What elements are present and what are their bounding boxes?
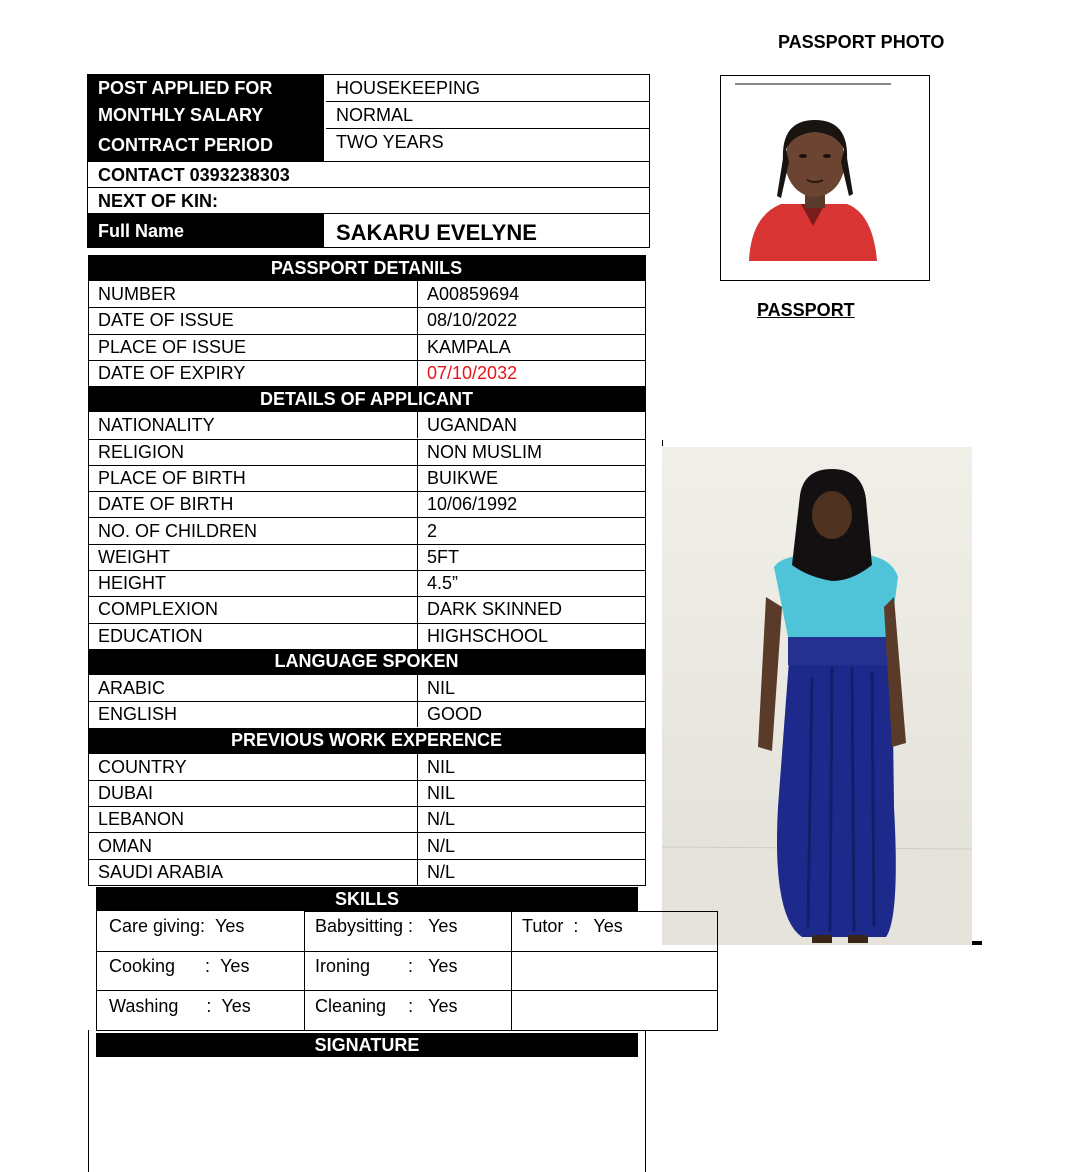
skill-cooking: Cooking : Yes [109,956,250,976]
skill-ironing: Ironing : Yes [315,956,458,976]
photo-marker [972,941,982,945]
fullname-label: Full Name [88,214,324,247]
language-row-label: ARABIC [98,678,166,699]
passport-row-value: A00859694 [427,284,520,305]
post-value: HOUSEKEEPING [336,78,481,98]
signature-area [96,1057,638,1172]
passport-row-label: DATE OF EXPIRY [98,363,246,384]
skill-cleaning: Cleaning : Yes [315,996,458,1016]
applicant-row-value: DARK SKINNED [427,599,563,620]
full-body-photo [662,447,972,945]
photo-marker [662,440,663,446]
signature-header: SIGNATURE [96,1033,638,1057]
applicant-row-value: HIGHSCHOOL [427,625,549,646]
applicant-row-label: NATIONALITY [98,415,215,436]
skill-washing: Washing : Yes [109,996,251,1016]
applicant-row-label: WEIGHT [98,546,170,567]
applicant-row-label: COMPLEXION [98,599,219,620]
applicant-row-label: HEIGHT [98,573,167,594]
applicant-row-value: 5FT [427,546,460,567]
passport-row-label: DATE OF ISSUE [98,310,234,331]
skills-header: SKILLS [96,887,638,911]
passport-photo-title: PASSPORT PHOTO [778,32,945,52]
skill-babysitting: Babysitting : Yes [315,916,458,936]
applicant-row-value: 4.5” [427,573,459,594]
passport-details-header: PASSPORT DETANILS [88,255,645,281]
passport-photo [720,75,930,281]
experience-row-value: NIL [427,756,456,777]
language-row-label: ENGLISH [98,704,178,725]
applicant-row-value: UGANDAN [427,415,518,436]
skill-tutor: Tutor : Yes [522,916,623,936]
experience-row-label: OMAN [98,835,152,856]
fullname-value: SAKARU EVELYNE [336,219,537,245]
experience-row-value: N/L [427,835,456,856]
passport-row-value: KAMPALA [427,336,511,357]
experience-row-value: NIL [427,782,456,803]
applicant-row-value: 2 [427,520,438,541]
experience-row-label: SAUDI ARABIA [98,861,224,882]
experience-row-label: DUBAI [98,782,154,803]
experience-header: PREVIOUS WORK EXPERENCE [88,728,645,754]
applicant-row-value: BUIKWE [427,467,499,488]
salary-label: MONTHLY SALARY [88,101,324,129]
contract-value: TWO YEARS [336,132,444,152]
skill-care-giving: Care giving: Yes [109,916,245,936]
full-body-image [662,447,972,945]
passport-row-label: NUMBER [98,284,177,305]
language-row-value: GOOD [427,704,483,725]
contract-label: CONTRACT PERIOD [88,129,324,161]
headshot-image [721,76,928,279]
next-of-kin: NEXT OF KIN: [98,190,218,211]
applicant-row-value: 10/06/1992 [427,494,518,515]
passport-row-value: 07/10/2032 [427,363,518,384]
salary-value: NORMAL [336,105,414,125]
post-label: POST APPLIED FOR [88,75,324,101]
passport-row-label: PLACE OF ISSUE [98,336,247,357]
language-header: LANGUAGE SPOKEN [88,649,645,675]
applicant-details-header: DETAILS OF APPLICANT [88,386,645,412]
applicant-row-label: NO. OF CHILDREN [98,520,258,541]
applicant-row-label: DATE OF BIRTH [98,494,234,515]
experience-row-label: COUNTRY [98,756,187,777]
applicant-row-label: RELIGION [98,441,185,462]
experience-row-value: N/L [427,809,456,830]
applicant-row-value: NON MUSLIM [427,441,543,462]
applicant-row-label: EDUCATION [98,625,203,646]
experience-row-value: N/L [427,861,456,882]
passport-row-value: 08/10/2022 [427,310,518,331]
language-row-value: NIL [427,678,456,699]
contact-line: CONTACT 0393238303 [98,164,290,185]
experience-row-label: LEBANON [98,809,185,830]
applicant-row-label: PLACE OF BIRTH [98,467,246,488]
passport-label: PASSPORT [757,300,855,320]
